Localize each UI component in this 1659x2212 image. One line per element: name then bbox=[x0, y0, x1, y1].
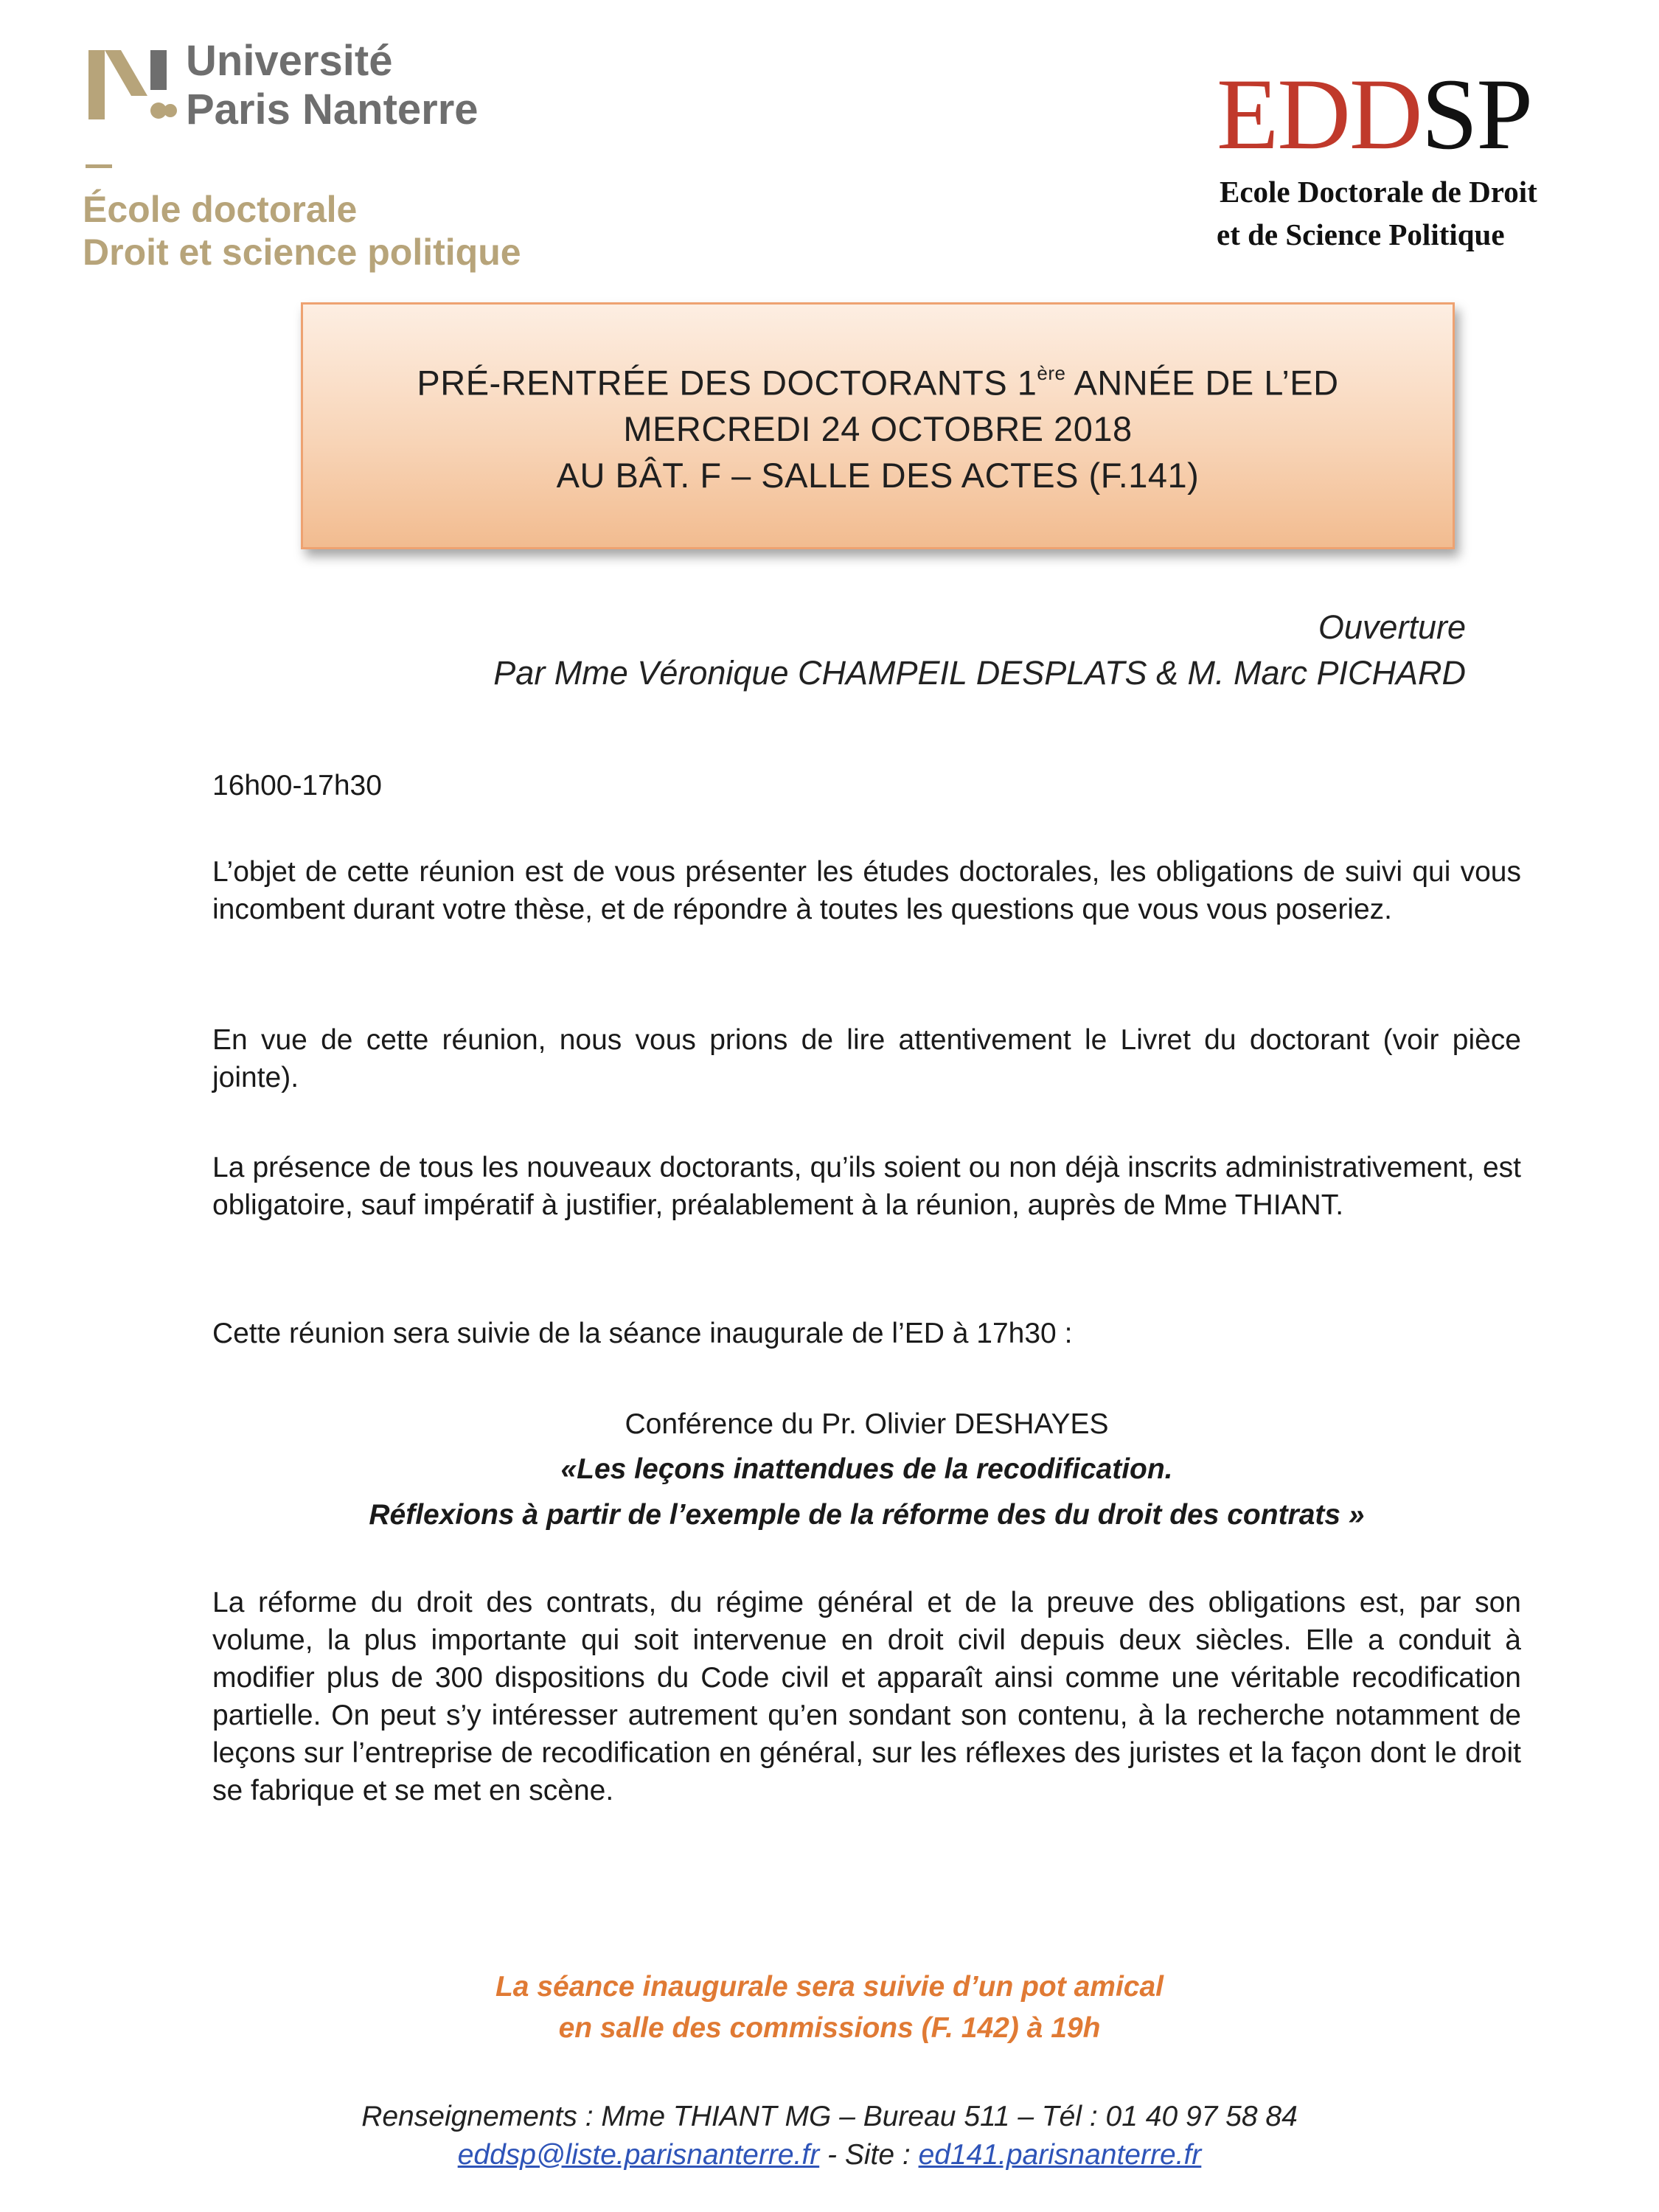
paragraph-conference-abstract: La réforme du droit des contrats, du régime général et de la preuve des obligations est, par son volume, la plus importante qui soit intervenue en droit civil depuis deux siècles. Elle a conduit à modifier plus de 300 dispositions du Code civil et apparaît ainsi comme une véritable recodification partielle. On peut s’y intéresser autrement qu’en sondant son contenu, à la recherche notamment de leçons sur l’entreprise de recodification en général, sur les réflexes des juristes et la façon dont le droit se fabrique et se met en scène. bbox=[212, 1587, 1521, 1806]
paragraph-followup: Cette réunion sera suivie de la séance inaugurale de l’ED à 17h30 : bbox=[212, 1318, 1073, 1349]
meeting-time: 16h00-17h30 bbox=[212, 770, 382, 801]
eddsp-logo bbox=[1217, 58, 1600, 262]
eddsp-wordmark-red: EDD bbox=[1217, 58, 1422, 170]
title-line1-start: PRÉ-RENTRÉE DES DOCTORANTS 1 bbox=[417, 363, 1037, 403]
university-name-line2 bbox=[186, 86, 479, 134]
contact-line: Renseignements : Mme THIANT MG – Bureau 511 – Tél : 01 40 97 58 84 bbox=[361, 2101, 1298, 2132]
notice-line1: La séance inaugurale sera suivie d’un pot amical bbox=[495, 1971, 1164, 2003]
notice-line2: en salle des commissions (F. 142) à 19h bbox=[558, 2012, 1101, 2044]
logo-divider bbox=[86, 164, 112, 168]
school-name-line2: Droit et science politique bbox=[83, 232, 521, 273]
site-separator: - Site : bbox=[819, 2139, 919, 2171]
title-line1-superscript: ère bbox=[1037, 361, 1066, 384]
university-name-text: Paris Nanterre bbox=[186, 86, 479, 133]
conference-section bbox=[212, 1402, 1521, 1538]
conference-title-line1: «Les leçons inattendues de la recodification. bbox=[560, 1453, 1173, 1485]
paragraph-reading: En vue de cette réunion, nous vous prions de lire attentivement le Livret du doctorant (voir pièce jointe). bbox=[212, 1024, 1521, 1093]
conference-speaker: Conférence du Pr. Olivier DESHAYES bbox=[625, 1408, 1109, 1440]
paragraph-attendance: La présence de tous les nouveaux doctorants, qu’ils soient ou non déjà inscrits administrativement, est obligatoire, sauf impératif à justifier, préalablement à la réunion, auprès de Mme THIANT. bbox=[212, 1152, 1521, 1221]
eddsp-wordmark bbox=[1217, 58, 1600, 170]
event-date: MERCREDI 24 OCTOBRE 2018 bbox=[623, 409, 1133, 449]
university-name-line1: Université bbox=[186, 37, 393, 85]
reception-notice bbox=[0, 1966, 1659, 2049]
email-link[interactable]: eddsp@liste.parisnanterre.fr bbox=[457, 2139, 820, 2171]
event-title-box bbox=[301, 302, 1455, 549]
conference-title-line2: Réflexions à partir de l’exemple de la réforme des du droit des contrats » bbox=[369, 1499, 1365, 1531]
eddsp-subtitle-line1: Ecole Doctorale de Droit bbox=[1220, 175, 1537, 209]
paragraph-purpose: L’objet de cette réunion est de vous présenter les études doctorales, les obligations de suivi qui vous incombent durant votre thèse, et de répondre à toutes les questions que vous vous poseriez. bbox=[212, 856, 1521, 925]
opening-section bbox=[493, 605, 1466, 696]
opening-label: Ouverture bbox=[1318, 608, 1466, 646]
eddsp-subtitle-line2: et de Science Politique bbox=[1217, 218, 1505, 251]
website-link[interactable]: ed141.parisnanterre.fr bbox=[918, 2139, 1202, 2171]
bullet-dot-icon bbox=[164, 104, 177, 117]
school-name-line1: École doctorale bbox=[83, 189, 358, 230]
eddsp-wordmark-black: SP bbox=[1421, 58, 1532, 170]
title-line1-end: ANNÉE DE L’ED bbox=[1065, 363, 1339, 403]
opening-speakers: Par Mme Véronique CHAMPEIL DESPLATS & M. Marc PICHARD bbox=[493, 654, 1466, 692]
contact-links bbox=[0, 2136, 1659, 2174]
contact-info bbox=[0, 2098, 1659, 2174]
university-logo bbox=[83, 37, 540, 280]
event-location: AU BÂT. F – SALLE DES ACTES (F.141) bbox=[556, 456, 1200, 495]
event-title-line1 bbox=[417, 353, 1338, 406]
